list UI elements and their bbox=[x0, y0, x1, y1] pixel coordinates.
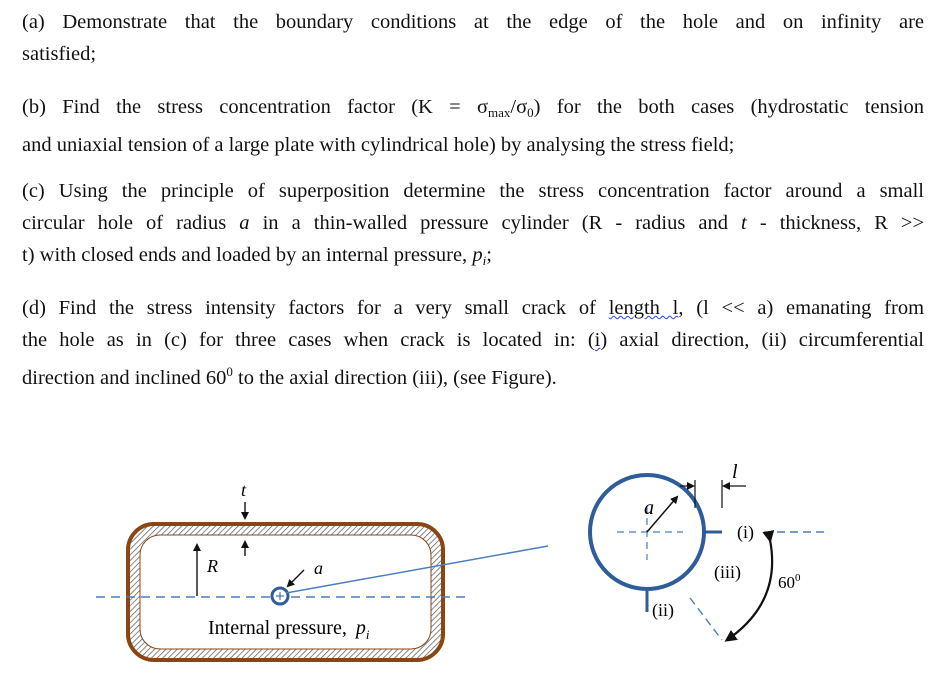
question-c-line-3 bbox=[22, 239, 924, 277]
angle-arc-60 bbox=[727, 540, 772, 640]
sigma-max-subscript: max bbox=[488, 105, 511, 120]
question-d-line-1-pre: (d) Find the stress intensity factors for a very small crack of bbox=[22, 297, 596, 319]
question-d bbox=[22, 292, 924, 394]
variable-p: p bbox=[472, 244, 483, 266]
spellcheck-i: i bbox=[594, 329, 601, 351]
label-crack-i: (i) bbox=[737, 522, 754, 542]
question-b-line-1-post: ) for the both cases (hydrostatic tension bbox=[533, 96, 924, 118]
question-a-line-2: satisfied; bbox=[22, 43, 97, 65]
label-angle: $60^0$ bbox=[778, 572, 801, 592]
caption-internal-pressure: Internal pressure, $p_i$ bbox=[208, 617, 370, 642]
question-c-line-2-pre: circular hole of radius bbox=[22, 212, 227, 234]
sigma-slash: /σ bbox=[510, 96, 528, 118]
question-c-line-1: (c) Using the principle of superposition determine the stress concentration factor around a small bbox=[22, 180, 924, 202]
spellcheck-length-l: length l bbox=[608, 297, 679, 319]
question-d-line-2 bbox=[22, 324, 924, 356]
question-c-line-2-mid2: - thickness bbox=[759, 212, 856, 234]
question-c bbox=[22, 175, 924, 277]
spellcheck-comma: , bbox=[856, 212, 862, 234]
question-d-line-3-post: to the axial direction (iii), (see Figure). bbox=[232, 366, 557, 389]
question-c-line-3-post: ; bbox=[486, 244, 492, 266]
question-d-line-3 bbox=[22, 356, 924, 394]
question-d-line-2-post: ) axial direction, (ii) circumferential bbox=[600, 329, 924, 351]
question-c-line-2-mid1: in a thin-walled pressure cylinder (R - radius and bbox=[262, 212, 728, 234]
label-R: R bbox=[207, 556, 218, 576]
question-a bbox=[22, 6, 924, 70]
label-l: l bbox=[732, 461, 738, 483]
sigma-zero-subscript: 0 bbox=[527, 105, 534, 120]
crack-iii-inclined bbox=[690, 598, 722, 640]
question-b bbox=[22, 91, 924, 161]
label-a-right: a bbox=[644, 497, 654, 519]
label-t: t bbox=[241, 480, 247, 500]
label-crack-iii: (iii) bbox=[714, 562, 741, 582]
question-b-line-1-pre: (b) Find the stress concentration factor (K = σ bbox=[22, 96, 489, 118]
p-subscript-i: i bbox=[482, 253, 487, 268]
question-d-line-1-post: , (l << a) emanating from bbox=[678, 297, 925, 319]
label-a-left: a bbox=[314, 558, 323, 578]
question-d-line-2-pre: the hole as in (c) for three cases when crack is located in: ( bbox=[22, 329, 595, 351]
variable-a: a bbox=[239, 212, 250, 234]
figure bbox=[0, 440, 940, 675]
degree-superscript: 0 bbox=[226, 364, 233, 379]
variable-t: t bbox=[741, 212, 747, 234]
question-d-line-3-pre: direction and inclined 60 bbox=[22, 366, 227, 389]
label-crack-ii: (ii) bbox=[652, 600, 674, 620]
question-c-line-2 bbox=[22, 207, 924, 239]
question-b-line-1 bbox=[22, 91, 924, 129]
question-b-line-2: and uniaxial tension of a large plate with cylindrical hole) by analysing the stress field; bbox=[22, 134, 735, 156]
question-d-line-1 bbox=[22, 292, 924, 324]
question-c-line-3-pre: t) with closed ends and loaded by an internal pressure, bbox=[22, 244, 468, 266]
question-a-line-1: (a) Demonstrate that the boundary conditions at the edge of the hole and on infinity are bbox=[22, 11, 924, 33]
question-c-line-2-post: R >> bbox=[874, 212, 925, 234]
